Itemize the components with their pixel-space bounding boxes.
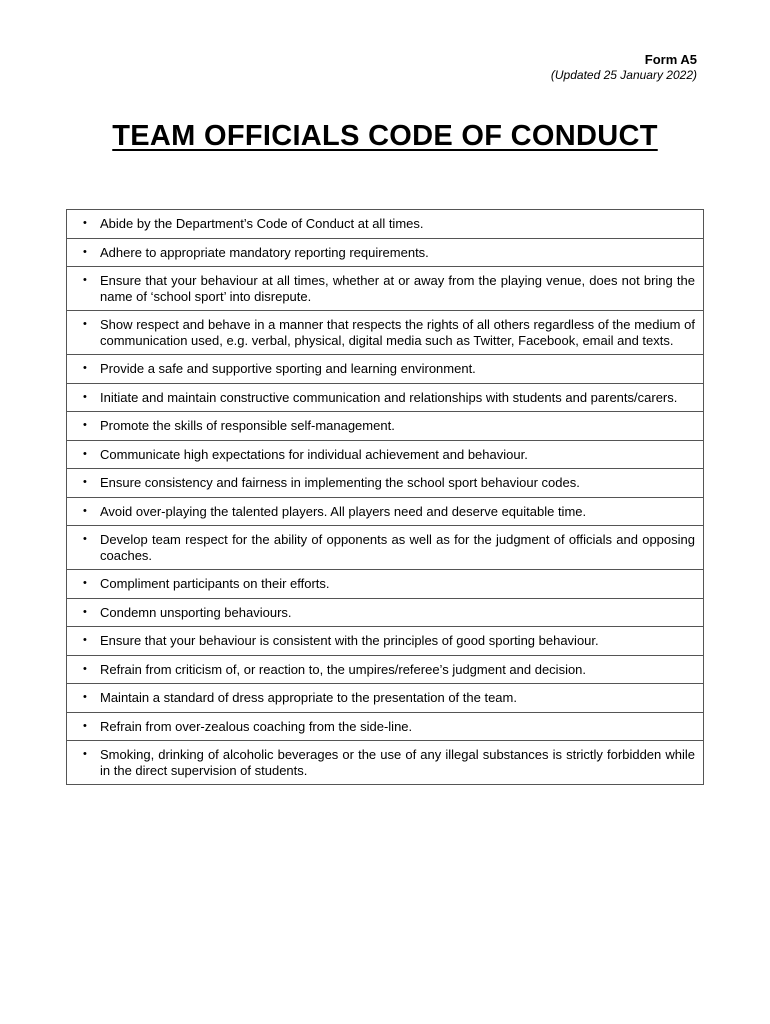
bullet-icon: • bbox=[83, 719, 87, 732]
table-row bbox=[67, 712, 704, 741]
list-item-text: Show respect and behave in a manner that respects the rights of all others regardless of the medium of communication used, e.g. verbal, physical, digital media such as Twitter, Facebook, email and texts. bbox=[100, 317, 695, 348]
table-row bbox=[67, 238, 704, 267]
bullet-icon: • bbox=[83, 362, 87, 374]
table-cell bbox=[67, 684, 704, 713]
list-item-text: Condemn unsporting behaviours. bbox=[100, 604, 292, 620]
list-item-text: Develop team respect for the ability of opponents as well as for the judgment of officials and opposing coaches. bbox=[100, 532, 695, 563]
table-cell bbox=[67, 412, 704, 441]
table-row bbox=[67, 741, 704, 785]
table-cell bbox=[67, 497, 704, 526]
bullet-icon: • bbox=[83, 476, 87, 488]
list-item-text: Refrain from over-zealous coaching from the side-line. bbox=[100, 718, 413, 734]
table-row bbox=[67, 598, 704, 627]
table-row bbox=[67, 684, 704, 713]
table-cell bbox=[67, 570, 704, 599]
list-item bbox=[75, 690, 695, 706]
list-item bbox=[75, 475, 695, 491]
table-cell bbox=[67, 712, 704, 741]
table-cell bbox=[67, 383, 704, 412]
list-item bbox=[75, 719, 695, 735]
form-label: Form A5 bbox=[644, 52, 697, 67]
table-row bbox=[67, 311, 704, 355]
list-item-text: Maintain a standard of dress appropriate to the presentation of the team. bbox=[100, 690, 517, 705]
table-cell bbox=[67, 267, 704, 311]
list-item bbox=[75, 447, 695, 463]
table-cell bbox=[67, 627, 704, 656]
list-item bbox=[75, 216, 695, 232]
table-cell bbox=[67, 655, 704, 684]
list-item bbox=[75, 273, 695, 304]
list-item-text: Abide by the Department’s Code of Conduct at all times. bbox=[100, 216, 424, 231]
list-item bbox=[75, 605, 695, 621]
table-row bbox=[67, 469, 704, 498]
list-item-text: Promote the skills of responsible self-management. bbox=[100, 418, 395, 433]
bullet-icon: • bbox=[83, 419, 87, 431]
list-item-text: Ensure consistency and fairness in implementing the school sport behaviour codes. bbox=[100, 475, 580, 490]
bullet-icon: • bbox=[83, 390, 87, 403]
bullet-icon: • bbox=[83, 504, 87, 517]
list-item-text: Communicate high expectations for individual achievement and behaviour. bbox=[100, 446, 528, 462]
document-title: TEAM OFFICIALS CODE OF CONDUCT bbox=[112, 120, 658, 152]
table-row bbox=[67, 383, 704, 412]
list-item-text: Compliment participants on their efforts. bbox=[100, 576, 330, 591]
list-item-text: Avoid over-playing the talented players. All players need and deserve equitable time. bbox=[100, 503, 587, 519]
list-item bbox=[75, 504, 695, 520]
list-item bbox=[75, 361, 695, 377]
bullet-icon: • bbox=[83, 217, 87, 229]
table-row bbox=[67, 627, 704, 656]
list-item-text: Provide a safe and supportive sporting and learning environment. bbox=[100, 361, 476, 376]
list-item bbox=[75, 418, 695, 434]
bullet-icon: • bbox=[83, 748, 87, 760]
table-row bbox=[67, 210, 704, 239]
table-row bbox=[67, 355, 704, 384]
list-item-text: Ensure that your behaviour at all times, whether at or away from the playing venue, does not bring the name of ‘school sport’ into disrepute. bbox=[100, 273, 695, 304]
list-item bbox=[75, 317, 695, 348]
list-item bbox=[75, 747, 695, 778]
list-item bbox=[75, 633, 695, 649]
bullet-icon: • bbox=[83, 662, 87, 675]
bullet-icon: • bbox=[83, 533, 87, 545]
bullet-icon: • bbox=[83, 274, 87, 286]
list-item-text: Refrain from criticism of, or reaction to, the umpires/referee’s judgment and decision. bbox=[100, 661, 587, 677]
bullet-icon: • bbox=[83, 691, 87, 703]
code-of-conduct-table bbox=[66, 209, 704, 785]
table-cell bbox=[67, 311, 704, 355]
table-cell bbox=[67, 526, 704, 570]
bullet-icon: • bbox=[83, 577, 87, 589]
updated-date: (Updated 25 January 2022) bbox=[550, 68, 697, 82]
table-cell bbox=[67, 440, 704, 469]
bullet-icon: • bbox=[83, 318, 87, 330]
list-item bbox=[75, 532, 695, 563]
table-row bbox=[67, 570, 704, 599]
table-cell bbox=[67, 741, 704, 785]
table-cell bbox=[67, 210, 704, 239]
table-cell bbox=[67, 238, 704, 267]
bullet-icon: • bbox=[83, 605, 87, 618]
table-row bbox=[67, 526, 704, 570]
list-item bbox=[75, 576, 695, 592]
list-item bbox=[75, 390, 695, 406]
table-cell bbox=[67, 469, 704, 498]
list-item-text: Ensure that your behaviour is consistent with the principles of good sporting behaviour. bbox=[100, 633, 599, 648]
list-item-text: Initiate and maintain constructive communication and relationships with students and parents/carers. bbox=[100, 389, 678, 405]
list-item bbox=[75, 245, 695, 261]
table-row bbox=[67, 412, 704, 441]
bullet-icon: • bbox=[83, 634, 87, 646]
table-row bbox=[67, 497, 704, 526]
list-item-text: Smoking, drinking of alcoholic beverages or the use of any illegal substances is strictly forbidden while in the direct supervision of students. bbox=[100, 747, 695, 778]
list-item-text: Adhere to appropriate mandatory reporting requirements. bbox=[100, 244, 429, 260]
table-row bbox=[67, 655, 704, 684]
bullet-icon: • bbox=[83, 245, 87, 258]
table-cell bbox=[67, 355, 704, 384]
table-row bbox=[67, 267, 704, 311]
bullet-icon: • bbox=[83, 447, 87, 460]
list-item bbox=[75, 662, 695, 678]
form-header bbox=[551, 52, 697, 83]
table-row bbox=[67, 440, 704, 469]
table-cell bbox=[67, 598, 704, 627]
